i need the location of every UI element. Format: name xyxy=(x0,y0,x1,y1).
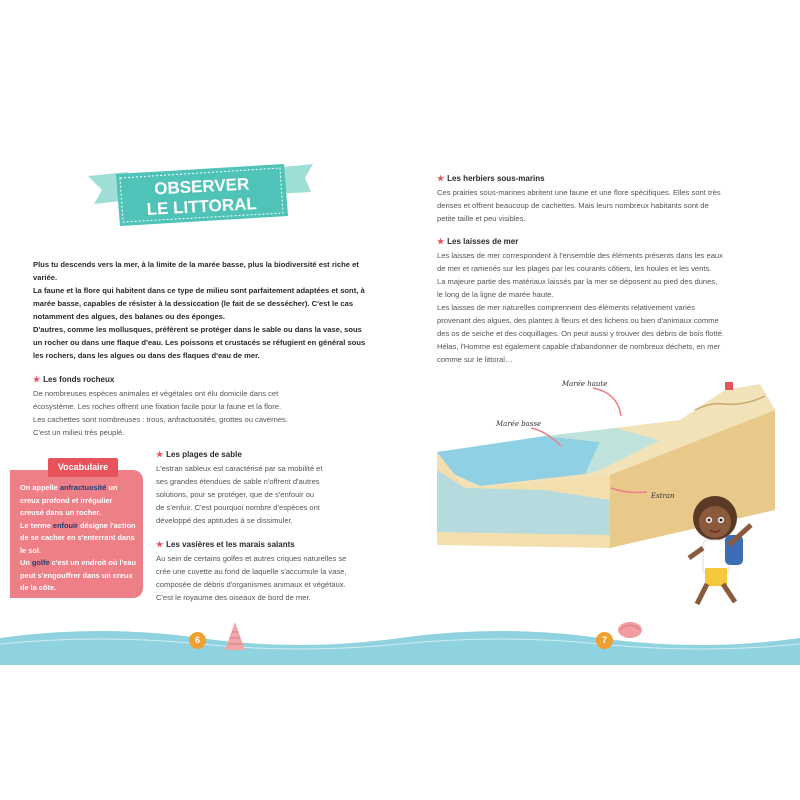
intro-paragraph: D'autres, comme les mollusques, préfèrent se protéger dans le sable ou dans la vase, sous un rocher ou dans une flaque d'eau. Les poissons et crustacés se réfugient en général sous les rochers, dans les algues ou dans des flaques d'eau de mer. xyxy=(33,325,366,360)
vocab-text-part: Un xyxy=(20,558,32,567)
section-title: Les herbiers sous-marins xyxy=(447,174,545,183)
star-icon: ★ xyxy=(33,375,41,384)
text-line: Les laisses de mer naturelles comprennent des éléments relativement variés xyxy=(437,303,695,312)
section-heading xyxy=(437,174,545,183)
text-line: composée de débris d'organismes animaux et végétaux. xyxy=(156,580,346,589)
text-line: le long de la ligne de marée haute. xyxy=(437,290,554,299)
section-heading xyxy=(156,450,242,459)
text-line: de mer et ramenés sur les plages par les courants côtiers, les houles et les vents. xyxy=(437,264,712,273)
banner-line1: OBSERVER xyxy=(153,174,250,199)
text-line: ses grandes étendues de sable n'offrent d'autres xyxy=(156,477,320,486)
page-number-left: 6 xyxy=(189,632,206,649)
text-line: développé des aptitudes à se dissimuler. xyxy=(156,516,293,525)
star-icon: ★ xyxy=(156,450,164,459)
star-icon: ★ xyxy=(437,237,445,246)
text-line: comme sur le littoral… xyxy=(437,355,513,364)
banner-line2: LE LITTORAL xyxy=(146,194,258,219)
text-line: Ces prairies sous-marines abritent une faune et une flore spécifiques. Elles sont très xyxy=(437,188,721,197)
section-heading xyxy=(33,375,114,384)
star-icon: ★ xyxy=(437,174,445,183)
section-title: Les fonds rocheux xyxy=(43,375,115,384)
vocab-keyword: golfe xyxy=(31,558,50,567)
text-line: solutions, pour se protéger, que de s'enfouir ou xyxy=(156,490,315,499)
vocab-text-part: On appelle xyxy=(20,483,60,492)
vocab-text-part: un creux profond et irrégulier creusé dans un rocher. xyxy=(20,483,118,517)
star-icon: ★ xyxy=(156,540,164,549)
section-text xyxy=(156,552,371,604)
section-text xyxy=(437,249,772,366)
section-title: Les laisses de mer xyxy=(447,237,519,246)
label-estran: Estran xyxy=(651,492,675,500)
intro-text xyxy=(33,258,373,362)
text-line: crée une cuvette au fond de laquelle s'accumule la vase, xyxy=(156,567,347,576)
text-line: de s'enfuir. C'est pourquoi nombre d'espèces ont xyxy=(156,503,320,512)
text-line: C'est le royaume des oiseaux de bord de mer. xyxy=(156,593,311,602)
vocab-keyword: enfouir xyxy=(52,520,78,530)
vocabulary-text xyxy=(20,482,138,595)
section-title: Les plages de sable xyxy=(166,450,242,459)
vocab-text-part: Le terme xyxy=(20,520,53,530)
text-line: L'estran sableux est caractérisé par sa mobilité et xyxy=(156,464,323,473)
section-text xyxy=(156,462,366,527)
bottom-wave-band xyxy=(0,620,800,665)
text-line: Les laisses de mer correspondent à l'ensemble des éléments présents dans les eaux xyxy=(437,251,723,260)
vocab-keyword: anfractuosité xyxy=(59,483,107,492)
title-banner xyxy=(88,158,313,238)
text-line: des os de seiche et des coquillages. On peut aussi y trouver des débris de bois flotté. xyxy=(437,329,725,338)
beach-cross-section-illustration xyxy=(425,370,790,625)
section-heading xyxy=(156,540,295,549)
section-title: Les vasières et les marais salants xyxy=(166,540,295,549)
section-text xyxy=(33,387,363,439)
text-line: provenant des algues, des plantes à fleurs et des lichens ou bien d'animaux comme xyxy=(437,316,719,325)
text-line: Hélas, l'Homme est également capable d'abandonner de nombreux déchets, en mer xyxy=(437,342,721,351)
text-line: C'est un milieu très peuplé. xyxy=(33,428,125,437)
page-number-right: 7 xyxy=(596,632,613,649)
label-maree-haute: Marée haute xyxy=(562,380,608,388)
text-line: denses et offrent beaucoup de cachettes. Mais leurs nombreux habitants sont de xyxy=(437,201,709,210)
vocab-text-part: c'est un endroit où l'eau peut s'engouffrer dans un creux de la côte. xyxy=(20,558,137,592)
text-line: écosystème. Les roches offrent une fixation facile pour la faune et la flore. xyxy=(33,402,282,411)
text-line: De nombreuses espèces animales et végétales ont élu domicile dans cet xyxy=(33,389,279,398)
vocabulary-title: Vocabulaire xyxy=(48,458,118,477)
label-maree-basse: Marée basse xyxy=(496,420,542,428)
text-line: La majeure partie des matériaux laissés par la mer se déposent au pied des dunes, xyxy=(437,277,718,286)
text-line: petite taille et peu visibles. xyxy=(437,214,526,223)
shell-icon xyxy=(618,622,642,638)
intro-paragraph: La faune et la flore qui habitent dans ce type de milieu sont parfaitement adaptées et sont, à marée basse, capables de résister à la dessiccation (le fait de se dessécher). C'est le cas notamment des algues, des balanes ou des éponges. xyxy=(33,286,365,321)
intro-paragraph: Plus tu descends vers la mer, à la limite de la marée basse, plus la biodiversité est riche et variée. xyxy=(33,260,359,282)
section-heading xyxy=(437,237,518,246)
text-line: Les cachettes sont nombreuses : trous, anfractuosités, grottes ou cavernes. xyxy=(33,415,288,424)
text-line: Au sein de certains golfes et autres criques naturelles se xyxy=(156,554,347,563)
section-text xyxy=(437,186,772,225)
vocab-text-part: désigne l'action de se cacher en s'enterrant dans le sol. xyxy=(20,520,136,555)
shell-icon xyxy=(225,622,245,650)
